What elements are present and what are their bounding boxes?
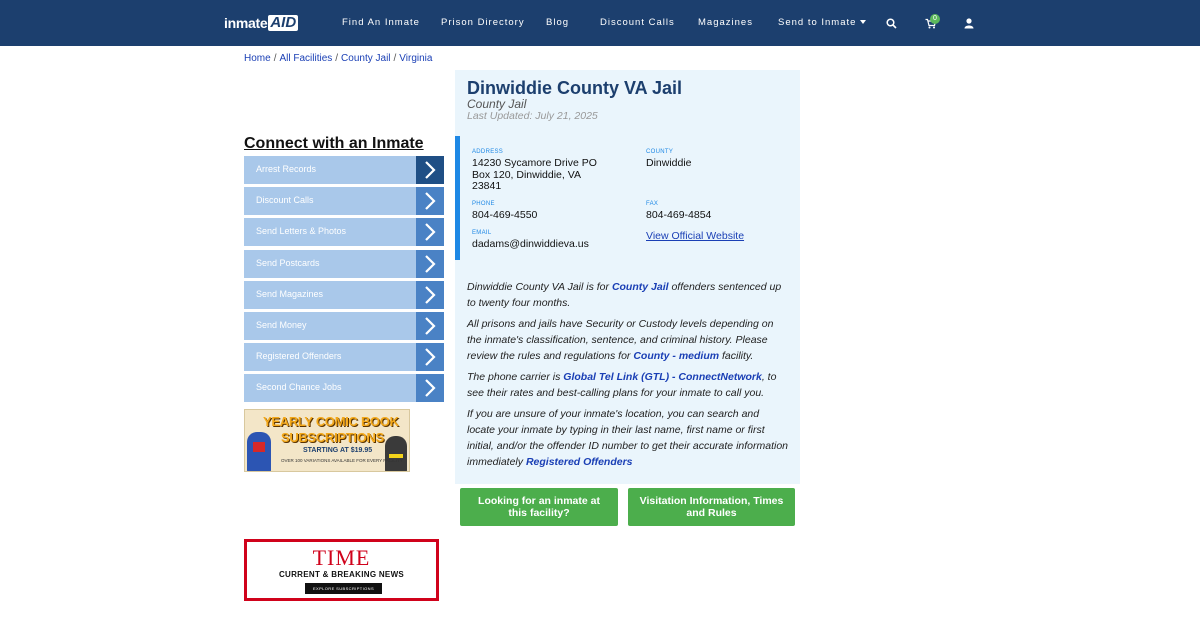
nav-discount-calls[interactable]: Discount Calls [600,17,675,28]
phone-carrier-link[interactable]: Global Tel Link (GTL) - ConnectNetwork [563,371,762,383]
description-paragraph-4 [467,406,789,470]
breadcrumb-virginia[interactable]: Virginia [399,53,433,64]
site-logo[interactable] [224,14,298,32]
chevron-right-icon [416,187,444,215]
chevron-right-icon [416,250,444,278]
last-updated: Last Updated: July 21, 2025 [467,110,598,122]
description-text: offenders sentenced up to twenty four months. [467,281,782,309]
search-icon[interactable] [886,16,898,28]
chevron-right-icon [416,281,444,309]
description-paragraph-2 [467,316,789,364]
breadcrumb-separator: / [335,53,339,64]
phone-value: 804-469-4550 [472,209,538,221]
description-paragraph-3 [467,369,789,401]
official-website-link[interactable]: View Official Website [646,230,745,242]
description-text: , to see their rates and best-calling plans for your inmate to call you. [467,371,777,399]
email-label: EMAIL [472,230,492,236]
caret-down-icon [860,20,866,24]
county-value: Dinwiddie [646,157,692,169]
description-text: If you are unsure of your inmate's location, you can search and locate your inmate by typing in their last name, first name or first initial, and/or the offender ID number to get their accurate information immediately [467,408,789,468]
user-icon[interactable] [964,16,976,28]
batman-illustration [385,436,407,472]
chevron-right-icon [416,374,444,402]
ad-headline-line2: SUBSCRIPTIONS [281,430,385,445]
explore-subscriptions-button[interactable]: EXPLORE SUBSCRIPTIONS [305,583,382,594]
breadcrumb-separator: / [393,53,397,64]
facility-contact-box [455,136,800,260]
nav-blog[interactable]: Blog [546,17,570,28]
breadcrumb-county-jail[interactable]: County Jail [341,53,391,64]
county-jail-link[interactable]: County Jail [611,281,669,293]
description-text: Dinwiddie County VA Jail is for [467,281,612,293]
address-label: ADDRESS [472,149,504,155]
breadcrumb-home[interactable]: Home [244,53,271,64]
sidebar-item-second-chance-jobs[interactable] [244,374,444,402]
county-medium-link[interactable]: County - medium [633,350,720,362]
logo-text-aid: AID [270,14,297,31]
registered-offenders-link[interactable]: Registered Offenders [525,456,633,468]
county-label: COUNTY [646,149,674,155]
sidebar-item-label: Second Chance Jobs [256,382,342,393]
nav-magazines[interactable]: Magazines [698,17,753,28]
ad-fineprint: OVER 100 VARIATIONS AVAILABLE FOR EVERY FACILITY [281,458,403,463]
nav-send-to-inmate-label: Send to Inmate [778,17,857,28]
chevron-right-icon [416,312,444,340]
description-text: All prisons and jails have Security or Custody levels depending on the inmate's classification, sentence, and criminal history. Please review the rules and regulations for [467,318,774,362]
looking-for-inmate-button[interactable]: Looking for an inmate at this facility? [460,488,618,526]
sidebar-item-send-magazines[interactable] [244,281,444,309]
fax-value: 804-469-4854 [646,209,712,221]
sidebar-item-label: Registered Offenders [256,351,342,362]
sidebar-item-label: Send Magazines [256,288,324,299]
nav-send-to-inmate[interactable] [778,17,866,28]
time-logo: TIME [312,545,371,570]
breadcrumb-all-facilities[interactable]: All Facilities [279,53,333,64]
logo-text-inmate: inmate [224,15,268,31]
sidebar-item-discount-calls[interactable] [244,187,444,215]
facility-type: County Jail [467,97,527,111]
breadcrumb [244,53,432,64]
chevron-right-icon [416,156,444,184]
time-magazine-ad[interactable] [244,539,439,601]
sidebar-item-label: Send Postcards [256,257,320,268]
sidebar-item-label: Discount Calls [256,195,314,206]
chevron-right-icon [416,343,444,371]
cart-count-badge: 0 [930,14,940,24]
sidebar-item-send-letters-photos[interactable] [244,218,444,246]
nav-find-an-inmate[interactable]: Find An Inmate [342,17,420,28]
top-navbar [0,0,1200,46]
visitation-info-button[interactable]: Visitation Information, Times and Rules [628,488,795,526]
ad-price: STARTING AT $19.95 [303,447,373,454]
facility-title: Dinwiddie County VA Jail [467,78,683,98]
fax-label: FAX [646,201,659,207]
sidebar-item-arrest-records[interactable] [244,156,444,184]
description-text: The phone carrier is [467,371,564,383]
description-text: facility. [719,350,754,362]
address-value: 14230 Sycamore Drive PO Box 120, Dinwiddie, VA 23841 [472,157,597,192]
connect-with-inmate-heading: Connect with an Inmate [244,135,424,152]
breadcrumb-separator: / [273,53,277,64]
sidebar-item-registered-offenders[interactable] [244,343,444,371]
phone-label: PHONE [472,201,495,207]
sidebar-item-label: Send Letters & Photos [256,226,347,237]
sidebar-item-send-money[interactable] [244,312,444,340]
email-value: dadams@dinwiddieva.us [472,238,589,250]
sidebar-item-label: Send Money [256,319,307,330]
connect-menu [244,156,444,406]
sidebar-item-label: Arrest Records [256,164,317,174]
description-paragraph-1 [467,279,789,311]
superhero-illustration [247,432,271,472]
chevron-right-icon [416,218,444,246]
comic-subscriptions-ad[interactable] [244,409,410,472]
ad-headline-line1: YEARLY COMIC BOOK [263,414,399,429]
nav-prison-directory[interactable]: Prison Directory [441,17,525,28]
time-ad-subtitle: CURRENT & BREAKING NEWS [278,570,405,579]
sidebar-item-send-postcards[interactable] [244,250,444,278]
